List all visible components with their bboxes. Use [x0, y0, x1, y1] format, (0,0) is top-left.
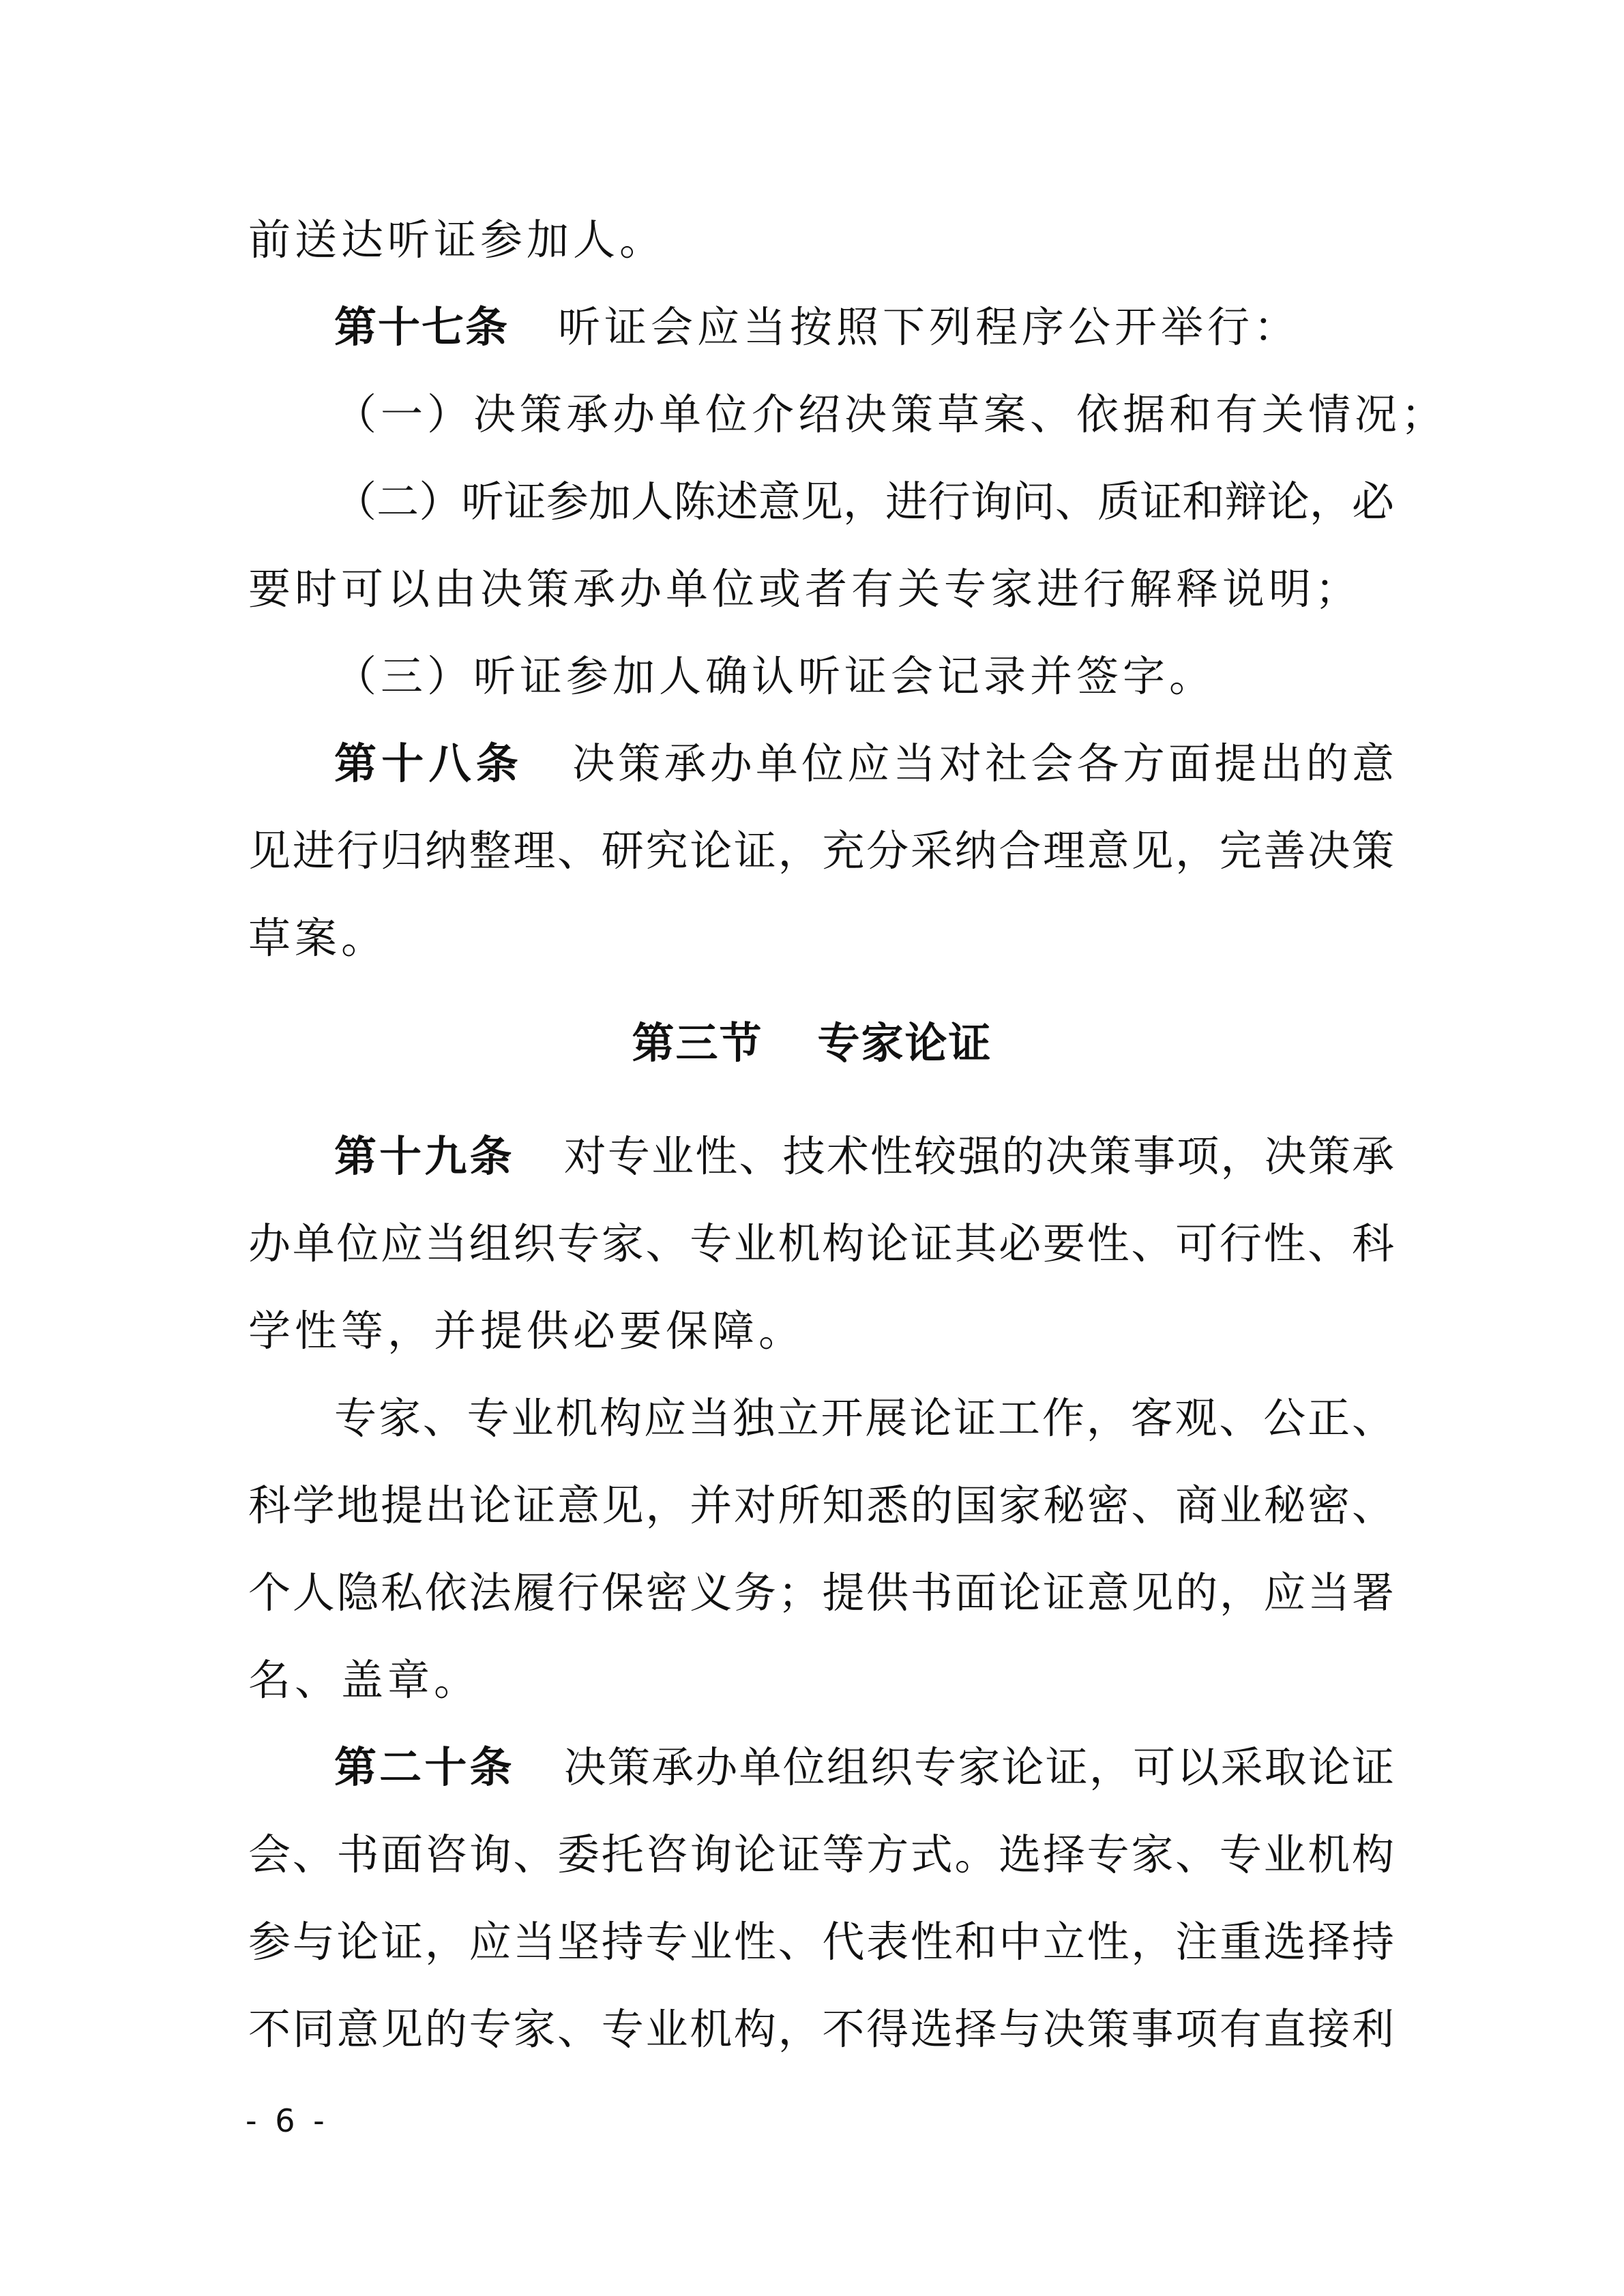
- paragraph-line: 见进行归纳整理、研究论证，充分采纳合理意见，完善决策: [248, 826, 1394, 876]
- paragraph-line: 办单位应当组织专家、专业机构论证其必要性、可行性、科: [248, 1219, 1394, 1268]
- list-item: （一）决策承办单位介绍决策草案、依据和有关情况；: [334, 389, 1448, 439]
- article-text: 对专业性、技术性较强的决策事项，决策承: [563, 1131, 1394, 1181]
- paragraph-line: 会、书面咨询、委托咨询论证等方式。选择专家、专业机构: [248, 1830, 1394, 1879]
- article-18-line: [334, 736, 1394, 791]
- paragraph-line: 科学地提出论证意见，并对所知悉的国家秘密、商业秘密、: [248, 1480, 1394, 1530]
- section-heading: [0, 1016, 1624, 1071]
- article-20-line: [334, 1740, 1394, 1795]
- paragraph-line: 名、盖章。: [248, 1655, 481, 1705]
- list-item: （二）听证参加人陈述意见，进行询问、质证和辩论，必: [334, 477, 1394, 526]
- list-item: （三）听证参加人确认听证会记录并签字。: [334, 651, 1216, 701]
- page-number: - 6 -: [246, 2102, 329, 2139]
- article-text: 听证会应当按照下列程序公开举行：: [558, 302, 1301, 352]
- paragraph-line: 专家、专业机构应当独立开展论证工作，客观、公正、: [334, 1393, 1394, 1443]
- article-19-line: [334, 1129, 1394, 1184]
- article-text: 决策承办单位应当对社会各方面提出的意: [572, 739, 1394, 788]
- paragraph-line: 参与论证，应当坚持专业性、代表性和中立性，注重选择持: [248, 1917, 1394, 1967]
- article-number: 第十七条: [334, 302, 510, 352]
- paragraph-line: 要时可以由决策承办单位或者有关专家进行解释说明；: [248, 564, 1362, 614]
- paragraph-line: 草案。: [248, 913, 388, 963]
- article-number: 第二十条: [334, 1742, 515, 1792]
- paragraph-line: 学性等，并提供必要保障。: [248, 1306, 806, 1356]
- section-title: 专家论证: [817, 1018, 992, 1068]
- article-number: 第十九条: [334, 1131, 515, 1181]
- article-text: 决策承办单位组织专家论证，可以采取论证: [563, 1742, 1394, 1792]
- paragraph-line: 前送达听证参加人。: [248, 215, 666, 265]
- article-number: 第十八条: [334, 739, 523, 788]
- section-number: 第三节: [632, 1018, 763, 1068]
- paragraph-line: 个人隐私依法履行保密义务；提供书面论证意见的，应当署: [248, 1568, 1394, 1617]
- paragraph-line: 不同意见的专家、专业机构，不得选择与决策事项有直接利: [248, 2004, 1394, 2054]
- article-17-line: [334, 300, 1394, 355]
